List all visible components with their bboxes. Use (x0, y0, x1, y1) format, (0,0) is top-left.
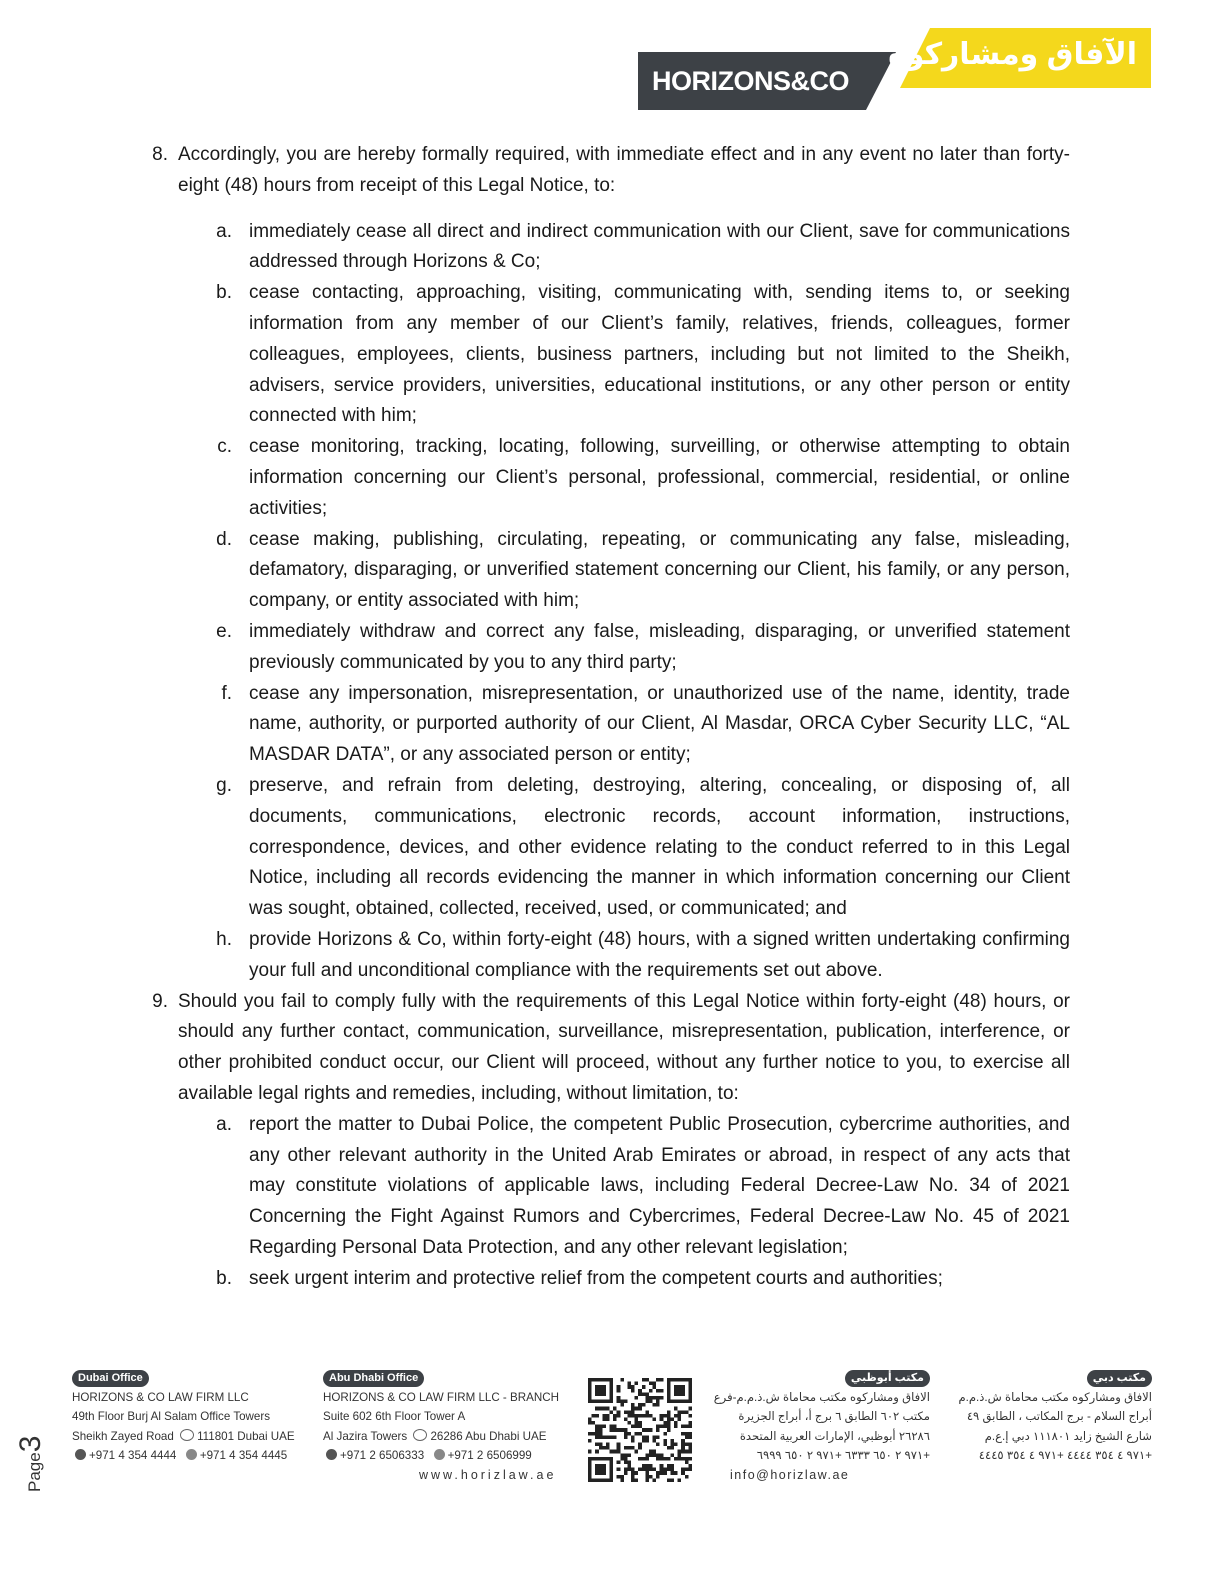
abudhabi-phone: +971 2 6506333 (340, 1449, 425, 1462)
dubai-address-2 (72, 1427, 295, 1447)
dubai-firm-name: HORIZONS & CO LAW FIRM LLC (72, 1390, 249, 1404)
list-item-text: cease any impersonation, misrepresentation, or unauthorized use of the name, identity, trade name, authority, or purported authority of our Client, Al Masdar, ORCA Cyber Security LLC, “AL MASDAR DATA”, or any associated person or entity; (249, 682, 1070, 766)
list-item (210, 617, 1070, 679)
footer-dubai-office (72, 1368, 295, 1466)
list-item (210, 217, 1070, 279)
abudhabi-office-badge: Abu Dhabi Office (323, 1370, 424, 1387)
footer-abudhabi-office (323, 1368, 559, 1485)
page-number-value: 3 (14, 1435, 47, 1453)
list-item-text: preserve, and refrain from deleting, destroying, altering, concealing, or disposing of, all documents, communications, electronic records, account information, instructions, correspondence, devices, and other evidence relating to the conduct referred to in this Legal Notice, including all records evidencing the manner in which information concerning our Client was sought, obtained, collected, received, used, or communicated; and (249, 774, 1070, 920)
paragraph-9-list (140, 1110, 1070, 1295)
dubai-office-badge: Dubai Office (72, 1370, 149, 1387)
logo-en-text: HORIZONS&CO (652, 66, 849, 96)
phone-icon (75, 1449, 86, 1460)
paragraph-number: 9. (152, 990, 168, 1012)
logo-horizons-ar (888, 28, 1151, 88)
logo-horizons-en (638, 52, 896, 110)
list-item-letter: b. (216, 1267, 232, 1289)
list-item-letter: b. (216, 282, 232, 304)
page-label: Page (25, 1452, 44, 1492)
list-item-text: report the matter to Dubai Police, the competent Public Prosecution, cybercrime authorities, and any other relevant authority in the United Arab Emirates or abroad, in respect of any acts that may constitute violations of applicable laws, including Federal Decree-Law No. 34 of 2021 Concerning the Fight Against Rumors and Cybercrimes, Federal Decree-Law No. 45 of 2021 Regarding Personal Data Protection, and any other relevant legislation; (249, 1113, 1070, 1258)
list-item (210, 1264, 1070, 1295)
ar-dubai-phones: +٩٧١ ٤ ٣٥٤ ٤٤٤٤ +٩٧١ ٤ ٣٥٤ ٤٤٤٥ (978, 1449, 1152, 1462)
dubai-phone: +971 4 354 4444 (89, 1449, 177, 1462)
list-item (210, 278, 1070, 432)
list-item-text: provide Horizons & Co, within forty-eight (48) hours, with a signed written undertaking confirming your full and unconditional compliance with the requirements set out above. (249, 928, 1070, 981)
paragraph-text: Accordingly, you are hereby formally required, with immediate effect and in any event no later than forty-eight (48) hours from receipt of this Legal Notice, to: (178, 144, 1070, 196)
list-item-letter: a. (216, 220, 232, 242)
list-item-letter: f. (221, 682, 232, 704)
logo-ar-text: الآفاق ومشاركوه (888, 38, 1137, 71)
list-item (210, 525, 1070, 617)
paragraph-9 (140, 987, 1070, 1110)
footer-ar-abudhabi-office (713, 1368, 930, 1485)
abudhabi-firm-name: HORIZONS & CO LAW FIRM LLC - BRANCH (323, 1390, 559, 1404)
list-item-text: immediately cease all direct and indirect communication with our Client, save for communications addressed through Horizons & Co; (249, 220, 1070, 273)
email-link[interactable]: info@horizlaw.ae (730, 1467, 850, 1482)
ar-abudhabi-badge: مكتب أبوظبي (845, 1370, 930, 1387)
po-box-icon (180, 1429, 194, 1441)
abudhabi-address: Suite 602 6th Floor Tower A (323, 1410, 466, 1423)
dubai-address: 49th Floor Burj Al Salam Office Towers (72, 1410, 271, 1423)
abudhabi-address-2 (323, 1427, 559, 1447)
paragraph-text: Should you fail to comply fully with the requirements of this Legal Notice within forty-eight (48) hours, or should any further contact, communication, surveillance, misrepresentation, publication, interference, or other prohibited conduct occur, our Client will proceed, without any further notice to you, to exercise all available legal rights and remedies, including, without limitation, to: (178, 990, 1070, 1104)
dubai-road: Sheikh Zayed Road (72, 1429, 174, 1443)
footer-ar-dubai-office (956, 1368, 1152, 1466)
ar-dubai-firm: الافاق ومشاركوه مكتب محاماة ش.ذ.م.م (958, 1390, 1152, 1404)
list-item-letter: g. (216, 774, 232, 796)
list-item-letter: d. (216, 528, 232, 550)
paragraph-number: 8. (152, 144, 168, 165)
list-item-text: cease monitoring, tracking, locating, following, surveilling, or otherwise attempting to obtain information concerning our Client’s personal, professional, commercial, residential, or online activities; (249, 436, 1070, 519)
qr-code-icon (588, 1378, 692, 1482)
abudhabi-phones (323, 1446, 559, 1466)
list-item-text: immediately withdraw and correct any false, misleading, disparaging, or unverified statement previously communicated by you to any third party; (249, 620, 1070, 673)
notice-body (140, 140, 1070, 1294)
fax-icon (434, 1449, 445, 1460)
paragraph-8-list (140, 217, 1070, 987)
fax-icon (186, 1449, 197, 1460)
ar-dubai-badge: مكتب دبي (1087, 1370, 1152, 1387)
list-item (210, 771, 1070, 925)
list-item-letter: a. (216, 1113, 232, 1135)
ar-dubai-po-box: شارع الشيخ زايد ١١١٨٠١ دبي إ.ع.م (984, 1429, 1152, 1443)
list-item (210, 925, 1070, 987)
ar-abudhabi-address: مكتب ٦٠٢ الطابق ٦ برج أ، أبراج الجزيرة (738, 1410, 930, 1423)
dubai-phones (72, 1446, 295, 1466)
ar-abudhabi-po-box: ٢٦٢٨٦ أبوظبي، الإمارات العربية المتحدة (739, 1429, 930, 1443)
list-item-text: seek urgent interim and protective relief from the competent courts and authorities; (249, 1267, 943, 1289)
list-item-letter: e. (216, 620, 232, 642)
list-item (210, 1110, 1070, 1264)
paragraph-8 (140, 140, 1070, 202)
list-item-letter: h. (216, 928, 232, 950)
po-box-icon (413, 1429, 427, 1441)
list-item (210, 679, 1070, 771)
list-item-text: cease contacting, approaching, visiting, communicating with, sending items to, or seeking information from any member of our Client’s family, relatives, friends, colleagues, former colleagues, employees, clients, business partners, including but not limited to the Sheikh, advisers, service providers, universities, educational institutions, or any other person or entity connected with him; (249, 282, 1070, 427)
list-item-letter: c. (217, 436, 232, 458)
ar-dubai-address: أبراج السلام - برج المكاتب ، الطابق ٤٩ (966, 1410, 1152, 1423)
ar-abudhabi-firm: الافاق ومشاركوه مكتب محاماة ش.ذ.م.م-فرع (713, 1390, 930, 1404)
abudhabi-fax: +971 2 6506999 (447, 1449, 532, 1462)
list-item-text: cease making, publishing, circulating, repeating, or communicating any false, misleading, defamatory, disparaging, or unverified statement concerning our Client, his family, or any person, company, or entity associated with him; (249, 528, 1070, 612)
dubai-fax: +971 4 354 4445 (199, 1449, 288, 1462)
dubai-po-box: 111801 Dubai UAE (197, 1429, 295, 1443)
abudhabi-po-box: 26286 Abu Dhabi UAE (430, 1429, 547, 1443)
website-link[interactable]: www.horizlaw.ae (419, 1467, 557, 1482)
list-item (210, 432, 1070, 524)
phone-icon (326, 1449, 337, 1460)
ar-abudhabi-phones: +٩٧١ ٢ ٦٥٠ ٦٣٣٣ +٩٧١ ٢ ٦٥٠ ٦٩٩٩ (756, 1449, 930, 1462)
abudhabi-towers: Al Jazira Towers (323, 1429, 408, 1443)
